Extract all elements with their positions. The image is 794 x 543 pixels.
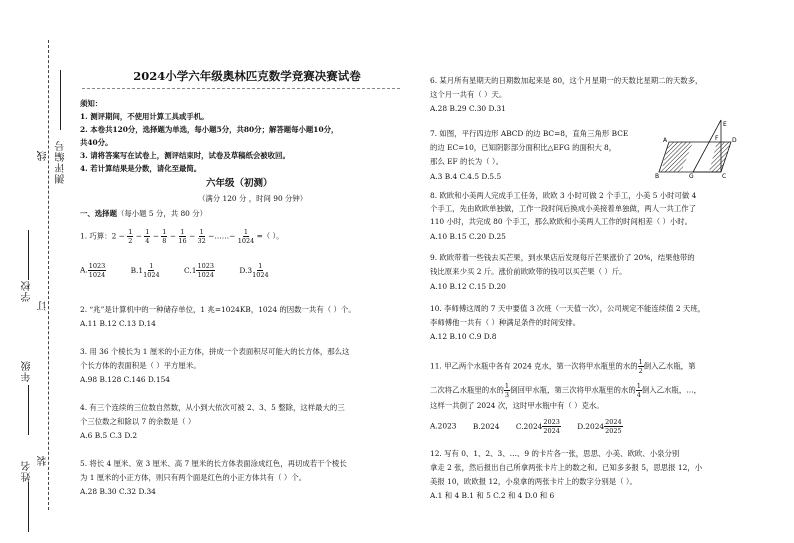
- point-label: A: [663, 137, 668, 144]
- exam-no-blank[interactable]: [60, 70, 61, 130]
- fraction: $\frac{1023}{1024}$: [197, 262, 214, 279]
- question-10-cont: 李师傅他一共有（ ）种满足条件的时间安排。: [430, 318, 581, 327]
- q4-options: A.6 B.5 C.3 D.2: [80, 431, 138, 440]
- fraction: $\frac{1}{32}$: [197, 228, 206, 245]
- fraction: $\frac{1}{3}$: [504, 382, 510, 399]
- q11-options: A.2023 B.2024 C.2024 $\frac{2023}{2024}$ D.2024 $\frac{2024}{2025}$: [430, 418, 622, 435]
- parallelogram-figure: [655, 118, 737, 180]
- question-12: 12. 写有 0、1、2、3、…、9 的卡片各一张，思思、小美、欧欧、小泉分别: [430, 449, 680, 458]
- question-12-cont: 美报 10，欧欧报 12，小泉拿的两张卡片上的数字分别是（ ）。: [430, 477, 637, 486]
- question-5: 5. 将长 4 厘米、宽 3 厘米、高 7 厘米的长方体表面涂成红色，再切成若干个棱长: [80, 459, 347, 468]
- q8-options: A.10 B.15 C.20 D.25: [430, 232, 506, 241]
- question-11-cont: 这样一共倒了 2024 次，这时甲水瓶中有（ ）克水。: [430, 401, 604, 410]
- question-7-cont: 的边 EC=10，已知阴影部分面积比△EFG 的面积大 8，: [430, 143, 617, 152]
- line-char: 线: [38, 150, 49, 161]
- fraction: $\frac{1}{1024}$: [252, 262, 269, 279]
- fraction: $\frac{2024}{2025}$: [605, 418, 622, 435]
- question-7-cont: 那么 EF 的长为（ ）。: [430, 157, 503, 166]
- question-4: 4. 有三个连续的三位数自然数，从小到大依次可被 2、3、5 整除，这样最大的三: [80, 403, 345, 412]
- fraction: $\frac{1}{16}$: [178, 228, 187, 245]
- notice-item: 2. 本卷共120分，选择题为单选，每小题5分，共80分；解答题每小题10分，: [80, 125, 339, 134]
- q9-options: A.10 B.12 C.15 D.20: [430, 282, 506, 291]
- notice-item: 4. 若计算结果是分数，请化至最简。: [80, 164, 202, 173]
- q1-options: A. $\frac{1023}{1024}$ B.1 $\frac{1}{1024}$ C.1 $\frac{1023}{1024}$ D.3 $\frac{1}{1024}$: [80, 262, 269, 279]
- question-8-cont: 个手工，先由欧欧单独做，工作一段时间后换成小美接着单独做，两人一共工作了: [430, 204, 697, 213]
- notice-item: 共40分。: [80, 138, 113, 147]
- question-2: 2. “兆”是计算机中的一种储存单位，1 兆=1024KB，1024 的因数一共有（ ）个。: [80, 305, 356, 314]
- page-title: 2024小学六年级奥林匹克数学竞赛决赛试卷: [133, 69, 361, 83]
- question-12-cont: 拿走 2 张，然后报出自己所拿两张卡片上的数之和。已知多多报 5，思思报 12，小: [430, 463, 703, 472]
- shaded-region: [709, 142, 731, 172]
- fraction: $\frac{1}{4}$: [145, 228, 150, 245]
- q5-options: A.28 B.30 C.32 D.34: [80, 487, 156, 496]
- part-title: 一、选择题: [80, 209, 117, 218]
- question-4-cont: 个三位数之和除以 7 的余数是（ ）: [80, 417, 196, 426]
- question-8-cont: 110 小时，共完成 80 个手工，那么欧欧和小美两人工作的时间相差（ ）小时。: [430, 217, 693, 226]
- q10-options: A.12 B.10 C.9 D.8: [430, 332, 497, 341]
- question-5-cont: 为 1 厘米的小正方体，则只有两个面是红色的小正方体共有（ ）个。: [80, 473, 307, 482]
- fraction: $\frac{1023}{1024}$: [88, 262, 106, 279]
- notice-heading: 须知：: [80, 99, 103, 108]
- fraction: $\frac{1}{4}$: [636, 382, 641, 399]
- fraction: $\frac{1}{8}$: [162, 228, 167, 245]
- exam-no-label: 测评编号: [56, 140, 67, 184]
- fraction: $\frac{1}{1024}$: [237, 228, 255, 245]
- fraction: $\frac{2023}{2024}$: [543, 418, 560, 435]
- question-3: 3. 用 36 个棱长为 1 厘米的小正方体，拼成一个表面积尽可能大的长方体，那么这: [80, 347, 350, 356]
- q6-options: A.28 B.29 C.30 D.31: [430, 104, 506, 113]
- cut-line: [48, 40, 49, 510]
- fraction: $\frac{1}{2}$: [128, 228, 133, 245]
- question-3-cont: 个长方体的表面积是（ ）平方厘米。: [80, 361, 201, 370]
- grade-blank[interactable]: [28, 385, 29, 435]
- point-label: C: [722, 173, 727, 180]
- point-label: E: [723, 121, 727, 128]
- section-title: 六年级（初测）: [206, 178, 273, 189]
- fraction: $\frac{1}{2}$: [638, 358, 643, 375]
- question-8: 8. 欧欧和小美两人完成手工任务，欧欧 3 小时可做 2 个手工，小美 5 小时可做 4: [430, 191, 697, 200]
- q2-options: A.11 B.12 C.13 D.14: [80, 319, 156, 328]
- q7-options: A.3 B.4 C.4.5 D.5.5: [430, 172, 502, 181]
- school-blank[interactable]: [28, 230, 29, 280]
- question-1: 1. 巧算：2 − $\frac{1}{2}$ − $\frac{1}{4}$ − $\frac{1}{8}$ − $\frac{1}{16}$ − $\frac{1}{32}$ −……− $\frac{1}{1024}$ =（ ）。: [80, 228, 284, 245]
- question-6: 6. 某月所有星期天的日期数加起来是 80，这个月星期一的天数比星期二的天数多，: [430, 76, 703, 85]
- q1-dots: −……−: [208, 231, 236, 241]
- question-6-cont: 这个月一共有（ ）天。: [430, 90, 507, 99]
- name-blank[interactable]: [28, 482, 29, 532]
- binding-margin: [0, 0, 68, 543]
- point-label: B: [655, 173, 660, 180]
- question-7: 7. 如图，平行四边形 ABCD 的边 BC=8，直角三角形 BCE: [430, 129, 629, 138]
- section-meta: （满分 120 分 ，时间 90 分钟）: [198, 194, 308, 203]
- point-label: F: [715, 135, 719, 142]
- question-11-cont: 二次将乙水瓶里的水的 $\frac{1}{3}$ 倒回甲水瓶，第三次将甲水瓶里的水的 $\frac{1}{4}$ 倒入乙水瓶，…，: [430, 382, 701, 399]
- q1-tail: =（ ）。: [256, 231, 284, 241]
- notice-item: 1. 测评期间，不使用计算工具或手机。: [80, 112, 209, 121]
- title-divider: [82, 88, 400, 89]
- question-10: 10. 李师傅这周的 7 天中要值 3 次班（一天值一次），公司规定不能连续值 2 天班，: [430, 304, 706, 313]
- question-11: 11. 甲乙两个水瓶中各有 2024 克水，第一次将甲水瓶里的水的 $\frac{1}{2}$ 倒入乙水瓶，第: [430, 358, 696, 375]
- grade-label: 年级: [22, 360, 33, 382]
- question-9-cont: 钱比原来少买 2 斤。涨价前欧欧带的钱可以买芒果（ ）斤。: [430, 267, 627, 276]
- q1-stem: 1. 巧算：2 −: [80, 231, 125, 241]
- part-heading: [80, 208, 207, 219]
- name-label: 姓名: [22, 460, 33, 482]
- question-9: 9. 欧欧带着一些钱去买芒果，到水果店后发现每斤芒果涨价了 20%，结果他带的: [430, 253, 695, 262]
- part-note: （每小题 5 分，共 80 分）: [116, 209, 207, 218]
- point-label: G: [689, 173, 694, 180]
- line-char: 装: [38, 455, 49, 466]
- point-label: D: [732, 137, 737, 144]
- fraction: $\frac{1}{1024}$: [143, 262, 160, 279]
- q3-options: A.98 B.128 C.146 D.154: [80, 375, 170, 384]
- shaded-region: [661, 142, 693, 172]
- notice-item: 3. 请将答案写在试卷上，测评结束时，试卷及草稿纸会被收回。: [80, 151, 290, 160]
- q12-options: A.1 和 4 B.1 和 5 C.2 和 4 D.0 和 6: [430, 491, 555, 500]
- school-label: 学校: [22, 280, 33, 302]
- line-char: 订: [38, 300, 49, 311]
